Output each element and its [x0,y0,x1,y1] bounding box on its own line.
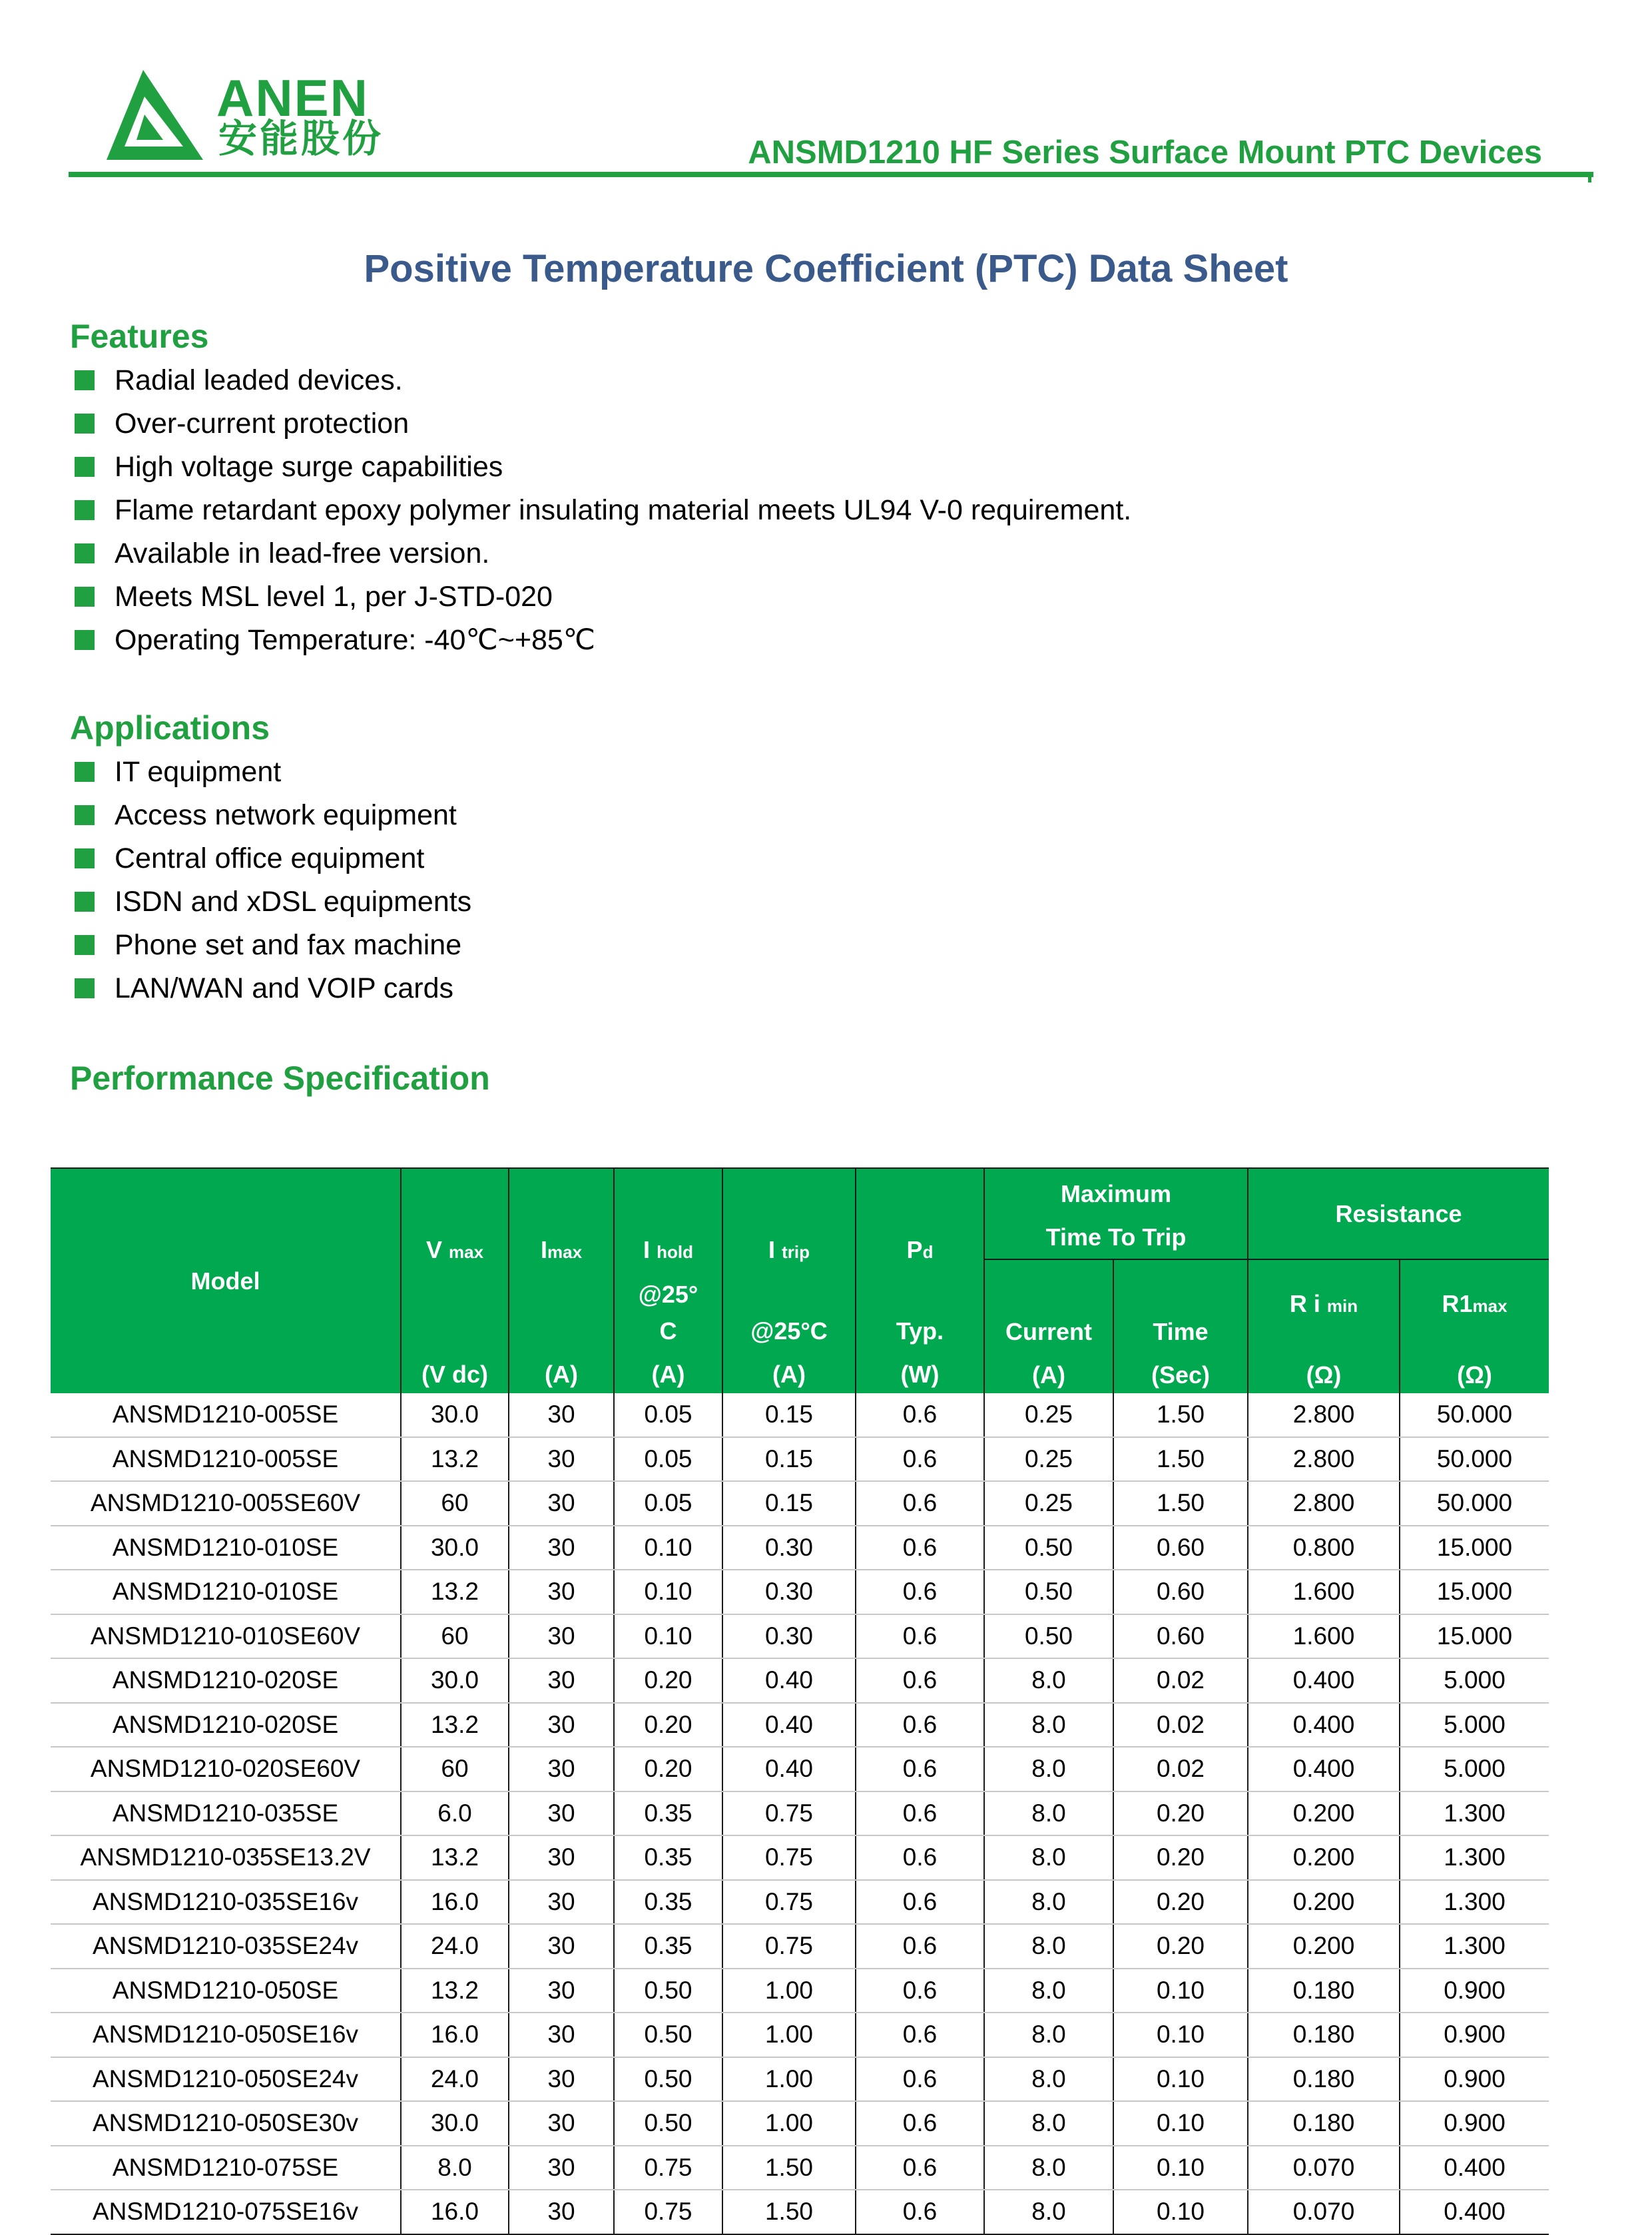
cell-rimin: 0.400 [1248,1747,1400,1791]
cell-vmax: 24.0 [401,1924,509,1969]
cell-vmax: 60 [401,1747,509,1791]
table-row [51,1703,1549,1748]
feature-item-text: Available in lead-free version. [115,537,490,569]
cell-rimin: 0.800 [1248,1526,1400,1570]
cell-trip-current: 0.50 [984,1614,1113,1659]
cell-imax: 30 [509,1614,614,1659]
table-row [51,1437,1549,1482]
cell-trip-time: 0.10 [1113,2057,1248,2102]
cell-pd: 0.6 [856,2146,984,2190]
table-row [51,1393,1549,1437]
square-bullet-icon [75,630,95,650]
cell-pd: 0.6 [856,1658,984,1703]
cell-vmax: 60 [401,1614,509,1659]
cell-imax: 30 [509,1393,614,1437]
square-bullet-icon [75,978,95,998]
cell-ihold: 0.75 [614,2146,722,2190]
header-current: Current (A) [984,1259,1113,1393]
cell-itrip: 0.75 [722,1791,856,1836]
cell-itrip: 1.00 [722,2057,856,2102]
cell-itrip: 0.30 [722,1526,856,1570]
cell-vmax: 16.0 [401,2013,509,2057]
cell-itrip: 0.40 [722,1703,856,1748]
cell-vmax: 13.2 [401,1969,509,2013]
cell-trip-time: 0.10 [1113,2013,1248,2057]
cell-pd: 0.6 [856,1393,984,1437]
application-item [75,974,471,1018]
cell-itrip: 1.00 [722,2101,856,2146]
cell-trip-current: 8.0 [984,1791,1113,1836]
square-bullet-icon [75,587,95,607]
cell-trip-current: 8.0 [984,1924,1113,1969]
feature-item [75,626,1131,669]
cell-r1max: 1.300 [1400,1924,1549,1969]
application-item [75,844,471,888]
cell-trip-time: 0.20 [1113,1791,1248,1836]
cell-pd: 0.6 [856,1703,984,1748]
cell-trip-time: 0.60 [1113,1614,1248,1659]
cell-trip-time: 0.10 [1113,2101,1248,2146]
cell-r1max: 1.300 [1400,1835,1549,1880]
table-row [51,1969,1549,2013]
cell-pd: 0.6 [856,2013,984,2057]
cell-trip-current: 8.0 [984,2013,1113,2057]
cell-r1max: 15.000 [1400,1614,1549,1659]
cell-itrip: 0.75 [722,1924,856,1969]
cell-pd: 0.6 [856,1481,984,1526]
cell-ihold: 0.75 [614,2190,722,2234]
cell-imax: 30 [509,2146,614,2190]
cell-model: ANSMD1210-005SE [51,1393,401,1437]
cell-vmax: 6.0 [401,1791,509,1836]
header-rule-tick [1588,172,1591,182]
cell-rimin: 0.070 [1248,2146,1400,2190]
cell-vmax: 8.0 [401,2146,509,2190]
cell-r1max: 0.900 [1400,2101,1549,2146]
cell-itrip: 1.50 [722,2190,856,2234]
cell-model: ANSMD1210-010SE60V [51,1614,401,1659]
cell-ihold: 0.05 [614,1393,722,1437]
cell-r1max: 50.000 [1400,1393,1549,1437]
cell-ihold: 0.35 [614,1835,722,1880]
performance-spec-table [51,1167,1549,2235]
cell-r1max: 50.000 [1400,1481,1549,1526]
application-item-text: LAN/WAN and VOIP cards [115,972,454,1004]
header-model: Model [51,1168,401,1393]
cell-vmax: 16.0 [401,1880,509,1925]
table-row [51,2057,1549,2102]
cell-ihold: 0.10 [614,1526,722,1570]
cell-imax: 30 [509,2190,614,2234]
cell-rimin: 1.600 [1248,1570,1400,1614]
table-row [51,1570,1549,1614]
cell-vmax: 30.0 [401,1658,509,1703]
square-bullet-icon [75,543,95,563]
cell-trip-current: 0.25 [984,1393,1113,1437]
logo-chinese-name: 安能股份 [218,117,384,160]
table-row [51,1924,1549,1969]
header-max-time-to-trip: Maximum Time To Trip [984,1168,1248,1259]
cell-imax: 30 [509,2013,614,2057]
cell-r1max: 5.000 [1400,1658,1549,1703]
header-resistance: Resistance [1248,1168,1549,1259]
cell-model: ANSMD1210-035SE13.2V [51,1835,401,1880]
cell-itrip: 1.50 [722,2146,856,2190]
cell-r1max: 5.000 [1400,1703,1549,1748]
table-row [51,1835,1549,1880]
cell-rimin: 0.180 [1248,2013,1400,2057]
table-row [51,2013,1549,2057]
cell-trip-time: 1.50 [1113,1437,1248,1482]
cell-imax: 30 [509,1481,614,1526]
cell-ihold: 0.05 [614,1437,722,1482]
cell-ihold: 0.20 [614,1703,722,1748]
cell-itrip: 0.40 [722,1658,856,1703]
header-ihold: I hold @25° C (A) [614,1168,722,1393]
square-bullet-icon [75,935,95,955]
cell-r1max: 0.400 [1400,2190,1549,2234]
header-rimin: R i min (Ω) [1248,1259,1400,1393]
table-row [51,1658,1549,1703]
cell-imax: 30 [509,1969,614,2013]
cell-trip-time: 0.10 [1113,2146,1248,2190]
cell-trip-current: 8.0 [984,1969,1113,2013]
cell-trip-time: 0.20 [1113,1924,1248,1969]
cell-r1max: 0.900 [1400,2057,1549,2102]
performance-heading: Performance Specification [70,1060,490,1097]
cell-r1max: 0.400 [1400,2146,1549,2190]
cell-pd: 0.6 [856,2057,984,2102]
feature-item-text: High voltage surge capabilities [115,451,503,483]
feature-item-text: Meets MSL level 1, per J-STD-020 [115,581,553,613]
feature-item [75,496,1131,539]
cell-model: ANSMD1210-010SE [51,1526,401,1570]
cell-ihold: 0.35 [614,1880,722,1925]
cell-trip-current: 0.25 [984,1437,1113,1482]
application-item [75,888,471,931]
cell-imax: 30 [509,1570,614,1614]
cell-model: ANSMD1210-020SE [51,1658,401,1703]
cell-vmax: 13.2 [401,1437,509,1482]
feature-item [75,539,1131,583]
cell-ihold: 0.35 [614,1791,722,1836]
cell-imax: 30 [509,2101,614,2146]
cell-ihold: 0.50 [614,2101,722,2146]
square-bullet-icon [75,892,95,912]
cell-pd: 0.6 [856,1570,984,1614]
cell-pd: 0.6 [856,2101,984,2146]
cell-model: ANSMD1210-035SE [51,1791,401,1836]
cell-model: ANSMD1210-005SE [51,1437,401,1482]
cell-rimin: 0.180 [1248,1969,1400,2013]
header-rule [69,172,1593,177]
table-row [51,2146,1549,2190]
cell-vmax: 30.0 [401,2101,509,2146]
cell-model: ANSMD1210-010SE [51,1570,401,1614]
table-row [51,2190,1549,2234]
cell-itrip: 0.15 [722,1481,856,1526]
cell-rimin: 0.070 [1248,2190,1400,2234]
feature-item-text: Flame retardant epoxy polymer insulating material meets UL94 V-0 requirement. [115,494,1132,526]
cell-model: ANSMD1210-020SE [51,1703,401,1748]
cell-trip-current: 8.0 [984,1880,1113,1925]
cell-trip-time: 0.20 [1113,1880,1248,1925]
cell-model: ANSMD1210-050SE16v [51,2013,401,2057]
feature-item-text: Radial leaded devices. [115,364,403,396]
header-itrip: I trip @25°C (A) [722,1168,856,1393]
page-title: Positive Temperature Coefficient (PTC) Data Sheet [364,247,1288,290]
cell-trip-current: 8.0 [984,2190,1113,2234]
cell-pd: 0.6 [856,1526,984,1570]
cell-trip-time: 0.60 [1113,1526,1248,1570]
cell-rimin: 0.400 [1248,1703,1400,1748]
cell-imax: 30 [509,1437,614,1482]
application-item [75,931,471,974]
application-item-text: Phone set and fax machine [115,929,462,961]
cell-trip-time: 0.02 [1113,1703,1248,1748]
cell-trip-current: 0.25 [984,1481,1113,1526]
application-item-text: ISDN and xDSL equipments [115,886,472,918]
cell-ihold: 0.20 [614,1658,722,1703]
table-row [51,1747,1549,1791]
cell-trip-time: 0.60 [1113,1570,1248,1614]
cell-pd: 0.6 [856,1924,984,1969]
feature-item [75,583,1131,626]
cell-trip-current: 8.0 [984,1835,1113,1880]
cell-vmax: 60 [401,1481,509,1526]
cell-trip-time: 0.02 [1113,1658,1248,1703]
cell-rimin: 0.200 [1248,1924,1400,1969]
cell-trip-current: 0.50 [984,1526,1113,1570]
spec-table-body [51,1393,1549,2234]
cell-vmax: 13.2 [401,1570,509,1614]
cell-itrip: 1.00 [722,1969,856,2013]
cell-imax: 30 [509,1835,614,1880]
feature-item [75,366,1131,410]
cell-trip-time: 0.10 [1113,2190,1248,2234]
cell-trip-current: 8.0 [984,2057,1113,2102]
cell-imax: 30 [509,1747,614,1791]
cell-trip-current: 8.0 [984,1747,1113,1791]
cell-trip-current: 8.0 [984,1703,1113,1748]
applications-list [75,758,471,1018]
cell-itrip: 0.40 [722,1747,856,1791]
cell-rimin: 2.800 [1248,1393,1400,1437]
series-title: ANSMD1210 HF Series Surface Mount PTC Devices [748,135,1542,170]
cell-itrip: 0.75 [722,1880,856,1925]
cell-trip-time: 0.10 [1113,1969,1248,2013]
cell-vmax: 24.0 [401,2057,509,2102]
cell-vmax: 30.0 [401,1526,509,1570]
cell-ihold: 0.50 [614,2057,722,2102]
cell-rimin: 0.200 [1248,1835,1400,1880]
header-r1max: R1max (Ω) [1400,1259,1549,1393]
cell-vmax: 13.2 [401,1703,509,1748]
cell-ihold: 0.20 [614,1747,722,1791]
cell-model: ANSMD1210-005SE60V [51,1481,401,1526]
cell-rimin: 0.200 [1248,1791,1400,1836]
cell-itrip: 0.15 [722,1393,856,1437]
cell-rimin: 2.800 [1248,1481,1400,1526]
cell-model: ANSMD1210-075SE [51,2146,401,2190]
cell-vmax: 30.0 [401,1393,509,1437]
header-vmax: V max (V dc) [401,1168,509,1393]
cell-pd: 0.6 [856,1969,984,2013]
cell-pd: 0.6 [856,1880,984,1925]
table-row [51,1614,1549,1659]
feature-item [75,453,1131,496]
cell-trip-current: 8.0 [984,2146,1113,2190]
table-row [51,1880,1549,1925]
cell-vmax: 13.2 [401,1835,509,1880]
cell-ihold: 0.10 [614,1570,722,1614]
cell-model: ANSMD1210-035SE16v [51,1880,401,1925]
table-row [51,1791,1549,1836]
cell-model: ANSMD1210-020SE60V [51,1747,401,1791]
cell-model: ANSMD1210-050SE24v [51,2057,401,2102]
square-bullet-icon [75,370,95,390]
cell-r1max: 5.000 [1400,1747,1549,1791]
application-item [75,801,471,844]
cell-rimin: 2.800 [1248,1437,1400,1482]
cell-imax: 30 [509,1880,614,1925]
cell-pd: 0.6 [856,2190,984,2234]
application-item-text: IT equipment [115,756,282,788]
feature-item-text: Over-current protection [115,408,410,440]
features-list [75,366,1131,669]
cell-rimin: 0.180 [1248,2101,1400,2146]
cell-imax: 30 [509,1703,614,1748]
table-row [51,1481,1549,1526]
square-bullet-icon [75,414,95,434]
header-pd: Pd Typ. (W) [856,1168,984,1393]
cell-ihold: 0.05 [614,1481,722,1526]
cell-imax: 30 [509,1791,614,1836]
cell-ihold: 0.35 [614,1924,722,1969]
square-bullet-icon [75,848,95,868]
table-row [51,1526,1549,1570]
table-row [51,2101,1549,2146]
cell-trip-current: 8.0 [984,2101,1113,2146]
cell-pd: 0.6 [856,1747,984,1791]
cell-pd: 0.6 [856,1791,984,1836]
cell-ihold: 0.50 [614,2013,722,2057]
features-heading: Features [70,318,209,355]
square-bullet-icon [75,500,95,520]
cell-model: ANSMD1210-050SE [51,1969,401,2013]
cell-rimin: 0.400 [1248,1658,1400,1703]
cell-model: ANSMD1210-075SE16v [51,2190,401,2234]
cell-itrip: 0.30 [722,1614,856,1659]
cell-pd: 0.6 [856,1437,984,1482]
square-bullet-icon [75,762,95,782]
cell-pd: 0.6 [856,1835,984,1880]
cell-trip-time: 0.02 [1113,1747,1248,1791]
cell-r1max: 50.000 [1400,1437,1549,1482]
cell-ihold: 0.50 [614,1969,722,2013]
application-item-text: Access network equipment [115,799,457,831]
application-item-text: Central office equipment [115,842,425,874]
application-item [75,758,471,801]
cell-trip-current: 8.0 [984,1658,1113,1703]
cell-itrip: 0.75 [722,1835,856,1880]
cell-trip-time: 1.50 [1113,1481,1248,1526]
feature-item [75,410,1131,453]
header-imax: Imax (A) [509,1168,614,1393]
square-bullet-icon [75,805,95,825]
cell-r1max: 15.000 [1400,1570,1549,1614]
cell-r1max: 0.900 [1400,2013,1549,2057]
cell-rimin: 0.180 [1248,2057,1400,2102]
applications-heading: Applications [70,709,270,747]
cell-r1max: 15.000 [1400,1526,1549,1570]
square-bullet-icon [75,457,95,477]
cell-imax: 30 [509,1658,614,1703]
cell-itrip: 0.15 [722,1437,856,1482]
cell-vmax: 16.0 [401,2190,509,2234]
cell-imax: 30 [509,1526,614,1570]
cell-trip-time: 1.50 [1113,1393,1248,1437]
cell-r1max: 1.300 [1400,1791,1549,1836]
cell-model: ANSMD1210-050SE30v [51,2101,401,2146]
cell-imax: 30 [509,1924,614,1969]
cell-rimin: 0.200 [1248,1880,1400,1925]
cell-trip-current: 0.50 [984,1570,1113,1614]
cell-r1max: 0.900 [1400,1969,1549,2013]
cell-pd: 0.6 [856,1614,984,1659]
cell-itrip: 1.00 [722,2013,856,2057]
cell-trip-time: 0.20 [1113,1835,1248,1880]
cell-ihold: 0.10 [614,1614,722,1659]
header-time: Time (Sec) [1113,1259,1248,1393]
cell-model: ANSMD1210-035SE24v [51,1924,401,1969]
cell-imax: 30 [509,2057,614,2102]
feature-item-text: Operating Temperature: -40℃~+85℃ [115,624,596,656]
cell-rimin: 1.600 [1248,1614,1400,1659]
cell-itrip: 0.30 [722,1570,856,1614]
logo-wordmark: ANEN [216,69,370,127]
cell-r1max: 1.300 [1400,1880,1549,1925]
